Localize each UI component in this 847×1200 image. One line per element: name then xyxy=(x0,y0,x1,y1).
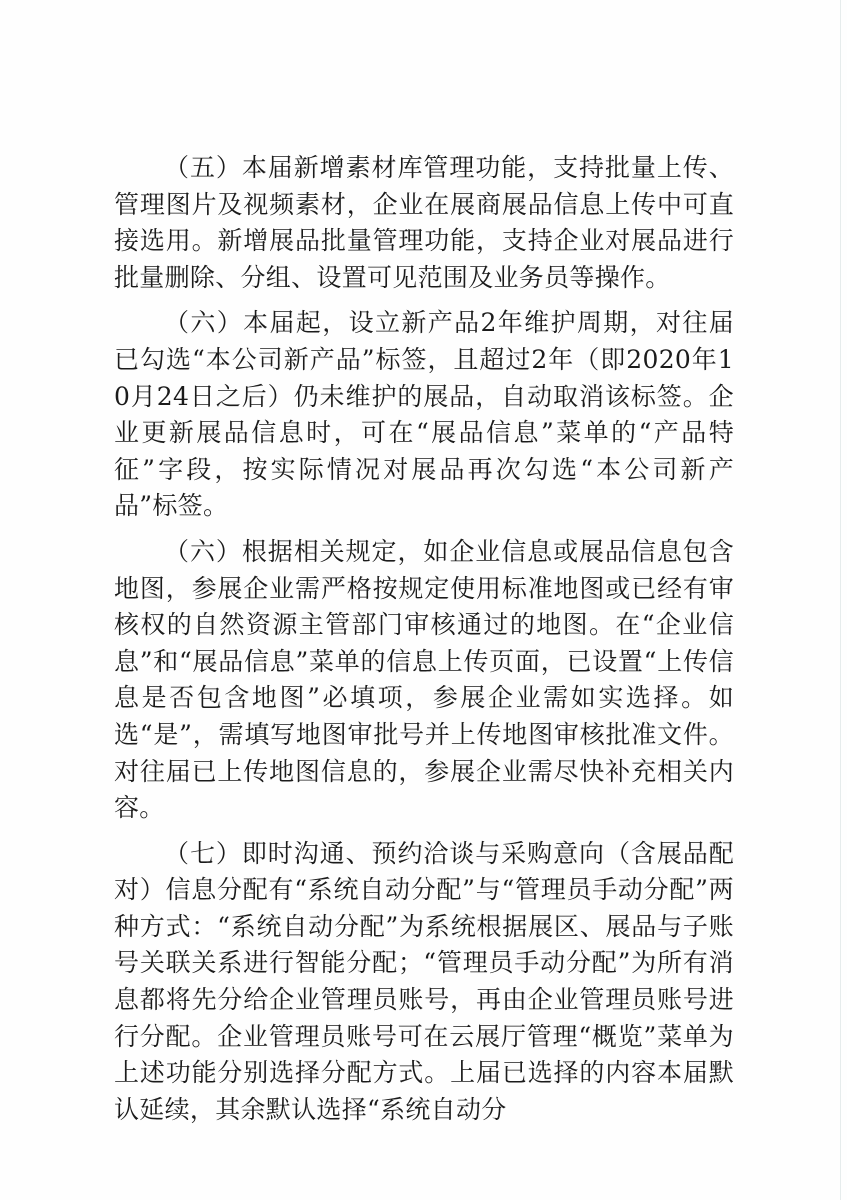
paragraph-map-regulation: （六）根据相关规定，如企业信息或展品信息包含地图，参展企业需严格按规定使用标准地图或已经有审核权的自然资源主管部门审核通过的地图。在“企业信息”和“展品信息”菜单的信息上传页面，已设置“上传信息是否包含地图”必填项，参展企业需如实选择。如选“是”，需填写地图审批号并上传地图审核批准文件。对往届已上传地图信息的，参展企业需尽快补充相关内容。 xyxy=(114,536,734,823)
document-body xyxy=(114,150,734,1137)
paragraph-new-material-library: （五）本届新增素材库管理功能，支持批量上传、管理图片及视频素材，企业在展商展品信息上传中可直接选用。新增展品批量管理功能，支持企业对展品进行批量删除、分组、设置可见范围及业务员等操作。 xyxy=(114,153,734,292)
paragraph-new-product-maintenance: （六）本届起，设立新产品2年维护周期，对往届已勾选“本公司新产品”标签，且超过2年（即2020年10月24日之后）仍未维护的展品，自动取消该标签。企业更新展品信息时，可在“展品信息”菜单的“产品特征”字段，按实际情况对展品再次勾选“本公司新产品”标签。 xyxy=(114,308,734,521)
page-edge-divider xyxy=(840,0,841,1200)
paragraph-info-allocation: （七）即时沟通、预约洽谈与采购意向（含展品配对）信息分配有“系统自动分配”与“管理员手动分配”两种方式：“系统自动分配”为系统根据展区、展品与子账号关联关系进行智能分配；“管理员手动分配”为所有消息都将先分给企业管理员账号，再由企业管理员账号进行分配。企业管理员账号可在云展厅管理“概览”菜单为上述功能分别选择分配方式。上届已选择的内容本届默认延续，其余默认选择“系统自动分 xyxy=(114,838,734,1124)
